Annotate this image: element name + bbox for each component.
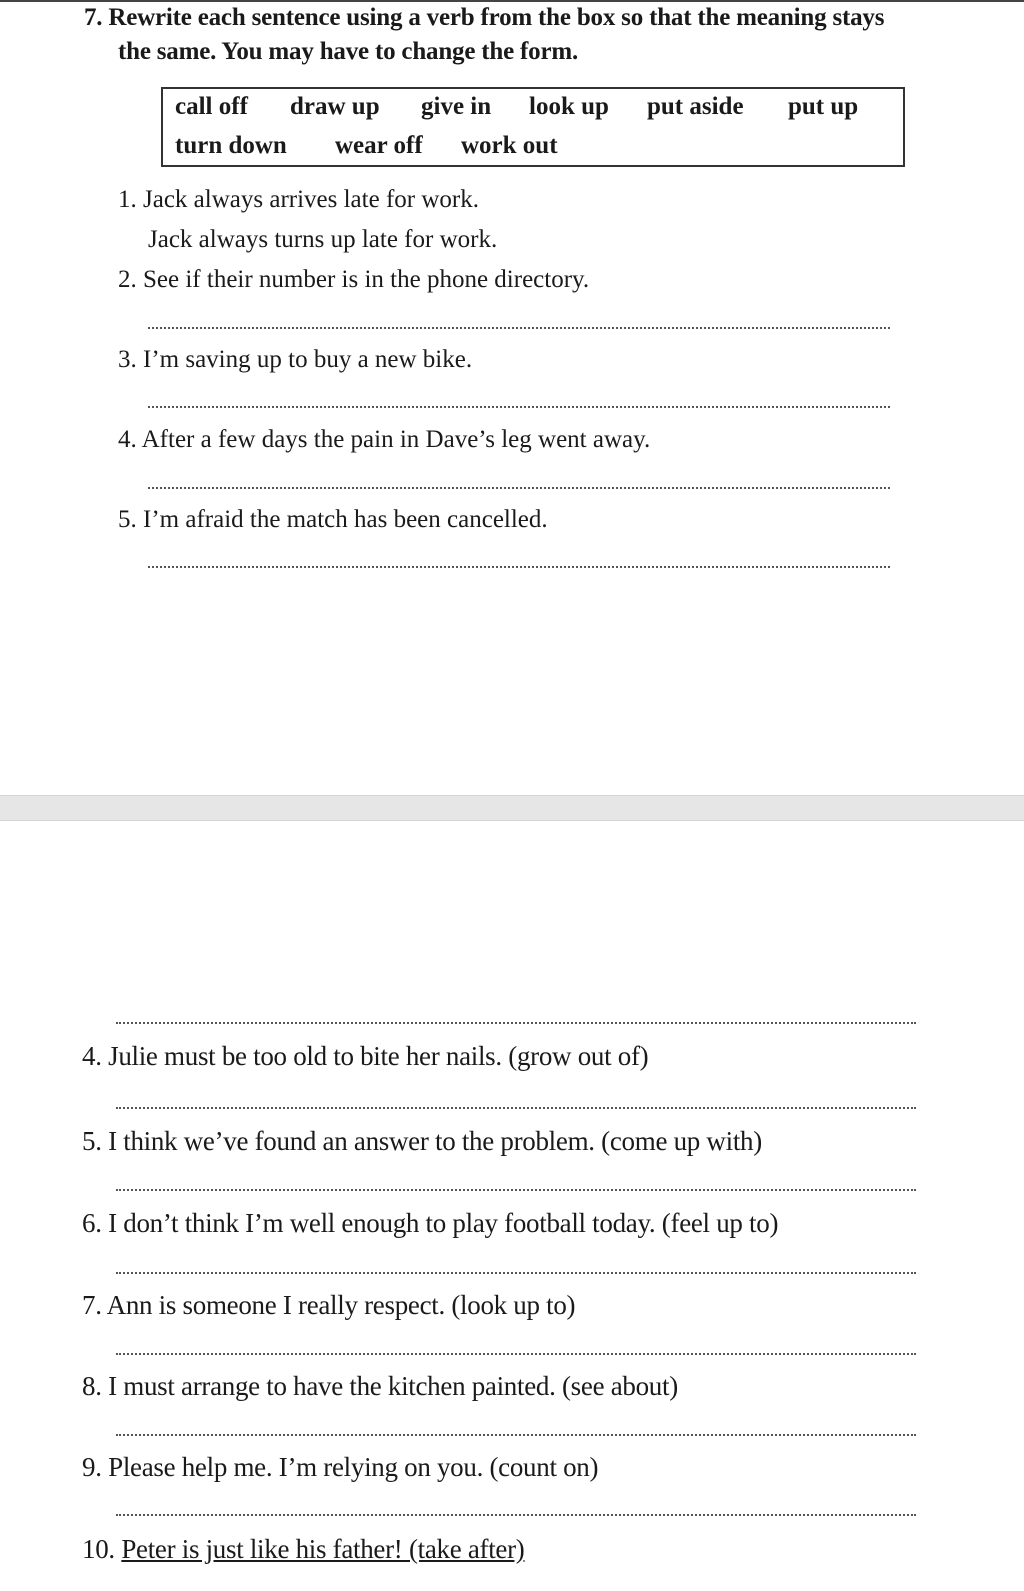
item-sentence: I’m afraid the match has been cancelled. [143, 506, 548, 533]
item-sentence: Julie must be too old to bite her nails. (grow out of) [108, 1041, 649, 1071]
item-number: 9. [82, 1452, 102, 1482]
list-item [82, 1534, 525, 1565]
list-item [118, 186, 479, 214]
item-number: 3. [118, 346, 137, 373]
item-sentence: Ann is someone I really respect. (look up to) [106, 1290, 576, 1320]
list-item [82, 1452, 598, 1483]
item-number: 6. [82, 1208, 102, 1238]
item-number: 8. [82, 1371, 102, 1401]
answer-line[interactable] [148, 327, 890, 329]
item-number: 7. [82, 1290, 102, 1320]
item-sentence: I must arrange to have the kitchen painted. (see about) [108, 1371, 678, 1401]
answer-line[interactable] [116, 1514, 916, 1516]
word-box-item: look up [529, 93, 609, 120]
item-sentence: I think we’ve found an answer to the problem. (come up with) [108, 1126, 762, 1156]
word-box-item: work out [461, 132, 558, 159]
list-item [118, 506, 548, 534]
item-sentence: I’m saving up to buy a new bike. [143, 346, 473, 373]
word-box-item: wear off [335, 132, 423, 159]
answer-line[interactable] [148, 406, 890, 408]
word-box-item: give in [421, 93, 492, 120]
word-box-item: draw up [290, 93, 380, 120]
answer-line[interactable] [116, 1353, 916, 1355]
list-item [82, 1371, 678, 1402]
word-box-item: put aside [647, 93, 744, 120]
word-box-item: turn down [175, 132, 287, 159]
item-sentence: Please help me. I’m relying on you. (count on) [108, 1452, 599, 1482]
example-answer: Jack always turns up late for work. [148, 226, 498, 253]
item-sentence: Peter is just like his father! (take after) [121, 1534, 525, 1564]
item-sentence: Jack always arrives late for work. [143, 186, 479, 213]
list-item [118, 266, 589, 294]
instruction-line-1: Rewrite each sentence using a verb from the box so that the meaning stays [108, 4, 885, 31]
page-divider [0, 795, 1024, 821]
list-item [82, 1208, 778, 1239]
item-number: 4. [118, 426, 137, 453]
answer-line[interactable] [116, 1189, 916, 1191]
answer-line[interactable] [116, 1107, 916, 1109]
item-number: 5. [118, 506, 137, 533]
item-sentence: I don’t think I’m well enough to play football today. (feel up to) [108, 1208, 779, 1238]
item-number: 4. [82, 1041, 102, 1071]
answer-line[interactable] [148, 566, 890, 568]
word-box-item: call off [175, 93, 248, 120]
exercise-heading [84, 4, 884, 32]
item-number: 10. [82, 1534, 115, 1564]
list-item [118, 426, 650, 454]
answer-line[interactable] [116, 1434, 916, 1436]
word-box-item: put up [788, 93, 859, 120]
word-box [161, 87, 905, 167]
exercise-number: 7. [84, 4, 103, 31]
answer-line[interactable] [116, 1272, 916, 1274]
list-item [82, 1041, 648, 1072]
list-item [118, 346, 472, 374]
item-sentence: See if their number is in the phone directory. [143, 266, 590, 293]
item-sentence: After a few days the pain in Dave’s leg went away. [141, 426, 651, 453]
list-item [82, 1290, 575, 1321]
answer-line[interactable] [148, 487, 890, 489]
top-rule [0, 0, 1024, 2]
item-number: 5. [82, 1126, 102, 1156]
item-number: 2. [118, 266, 137, 293]
item-number: 1. [118, 186, 137, 213]
instruction-line-2: the same. You may have to change the form. [118, 38, 579, 65]
answer-line[interactable] [116, 1022, 916, 1024]
list-item [82, 1126, 762, 1157]
